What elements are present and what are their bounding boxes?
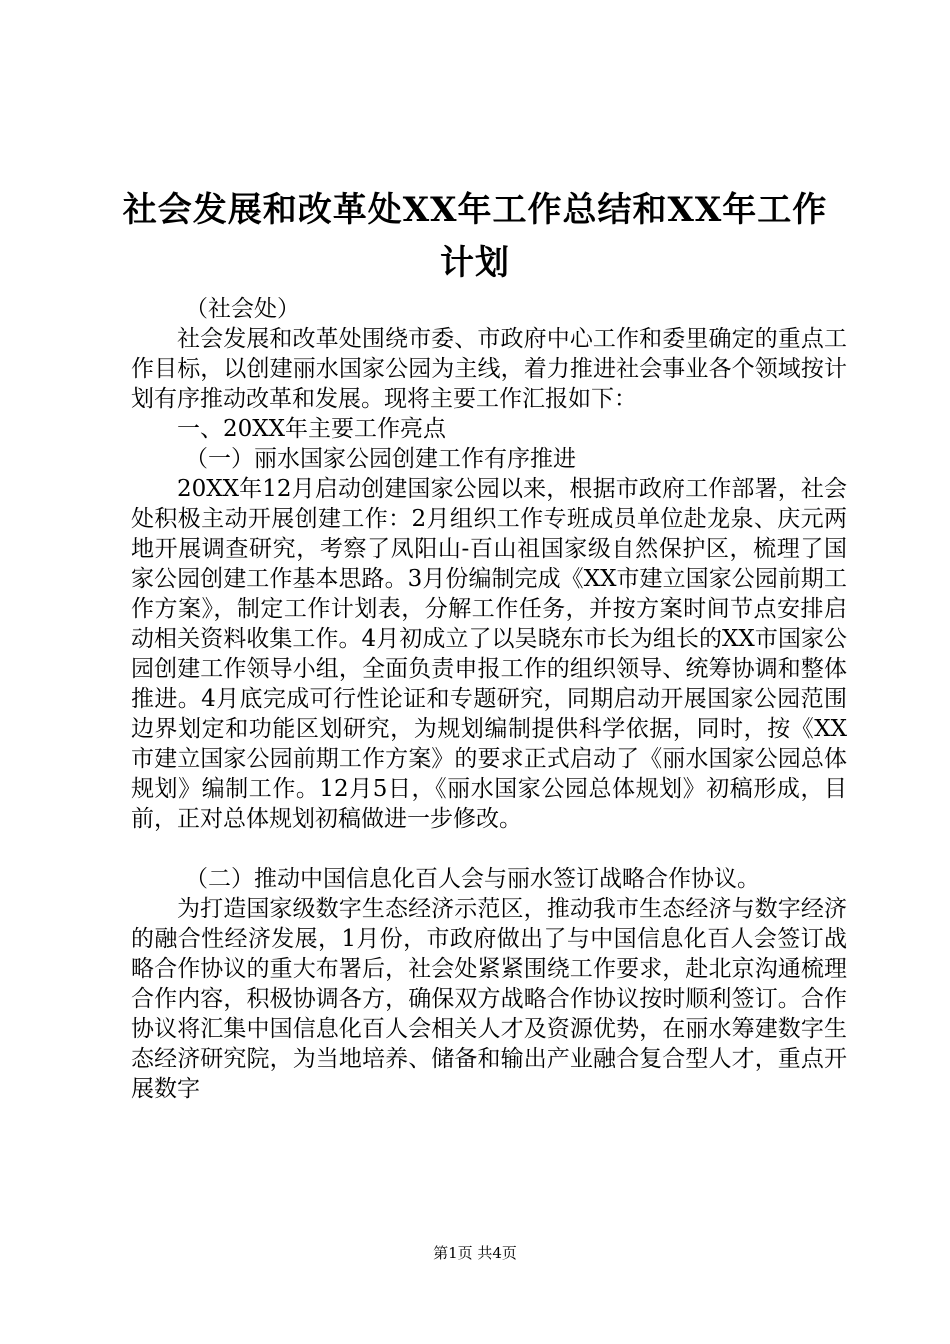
document-title-line-2: 计划	[440, 243, 510, 283]
paragraph-gap	[131, 834, 847, 864]
body-paragraph-2: 为打造国家级数字生态经济示范区，推动我市生态经济与数字经济的融合性经济发展，1月份，市政府做出了与中国信息化百人会签订战略合作协议的重大布署后，社会处紧紧围绕工作要求，赴北京沟通梳理合作内容，积极协调各方，确保双方战略合作协议按时顺利签订。合作协议将汇集中国信息化百人会相关人才及资源优势，在丽水筹建数字生态经济研究院，为当地培养、储备和输出产业融合复合型人才，重点开展数字	[131, 896, 847, 1102]
document-title-line-1: 社会发展和改革处XX年工作总结和XX年工作	[122, 190, 828, 230]
author-line: （社会处）	[185, 296, 300, 322]
intro-paragraph: 社会发展和改革处围绕市委、市政府中心工作和委里确定的重点工作目标，以创建丽水国家公园为主线，着力推进社会事业各个领域按计划有序推动改革和发展。现将主要工作汇报如下：	[131, 326, 847, 412]
document-body	[131, 294, 847, 1104]
page-footer: 第1页 共4页	[433, 1244, 517, 1262]
subsection-heading-1: （一）丽水国家公园创建工作有序推进	[185, 446, 576, 472]
subsection-heading-2: （二）推动中国信息化百人会与丽水签订战略合作协议。	[185, 866, 760, 892]
body-paragraph-1: 20XX年12月启动创建国家公园以来，根据市政府工作部署，社会处积极主动开展创建工作：2月组织工作专班成员单位赴龙泉、庆元两地开展调查研究，考察了凤阳山-百山祖国家级自然保护区，梳理了国家公园创建工作基本思路。3月份编制完成《XX市建立国家公园前期工作方案》，制定工作计划表，分解工作任务，并按方案时间节点安排启动相关资料收集工作。4月初成立了以吴晓东市长为组长的XX市国家公园创建工作领导小组，全面负责申报工作的组织领导、统筹协调和整体推进。4月底完成可行性论证和专题研究，同期启动开展国家公园范围边界划定和功能区划研究，为规划编制提供科学依据，同时，按《XX市建立国家公园前期工作方案》的要求正式启动了《丽水国家公园总体规划》编制工作。12月5日，《丽水国家公园总体规划》初稿形成，目前，正对总体规划初稿做进一步修改。	[131, 476, 847, 832]
section-heading: 一、20XX年主要工作亮点	[177, 416, 447, 442]
